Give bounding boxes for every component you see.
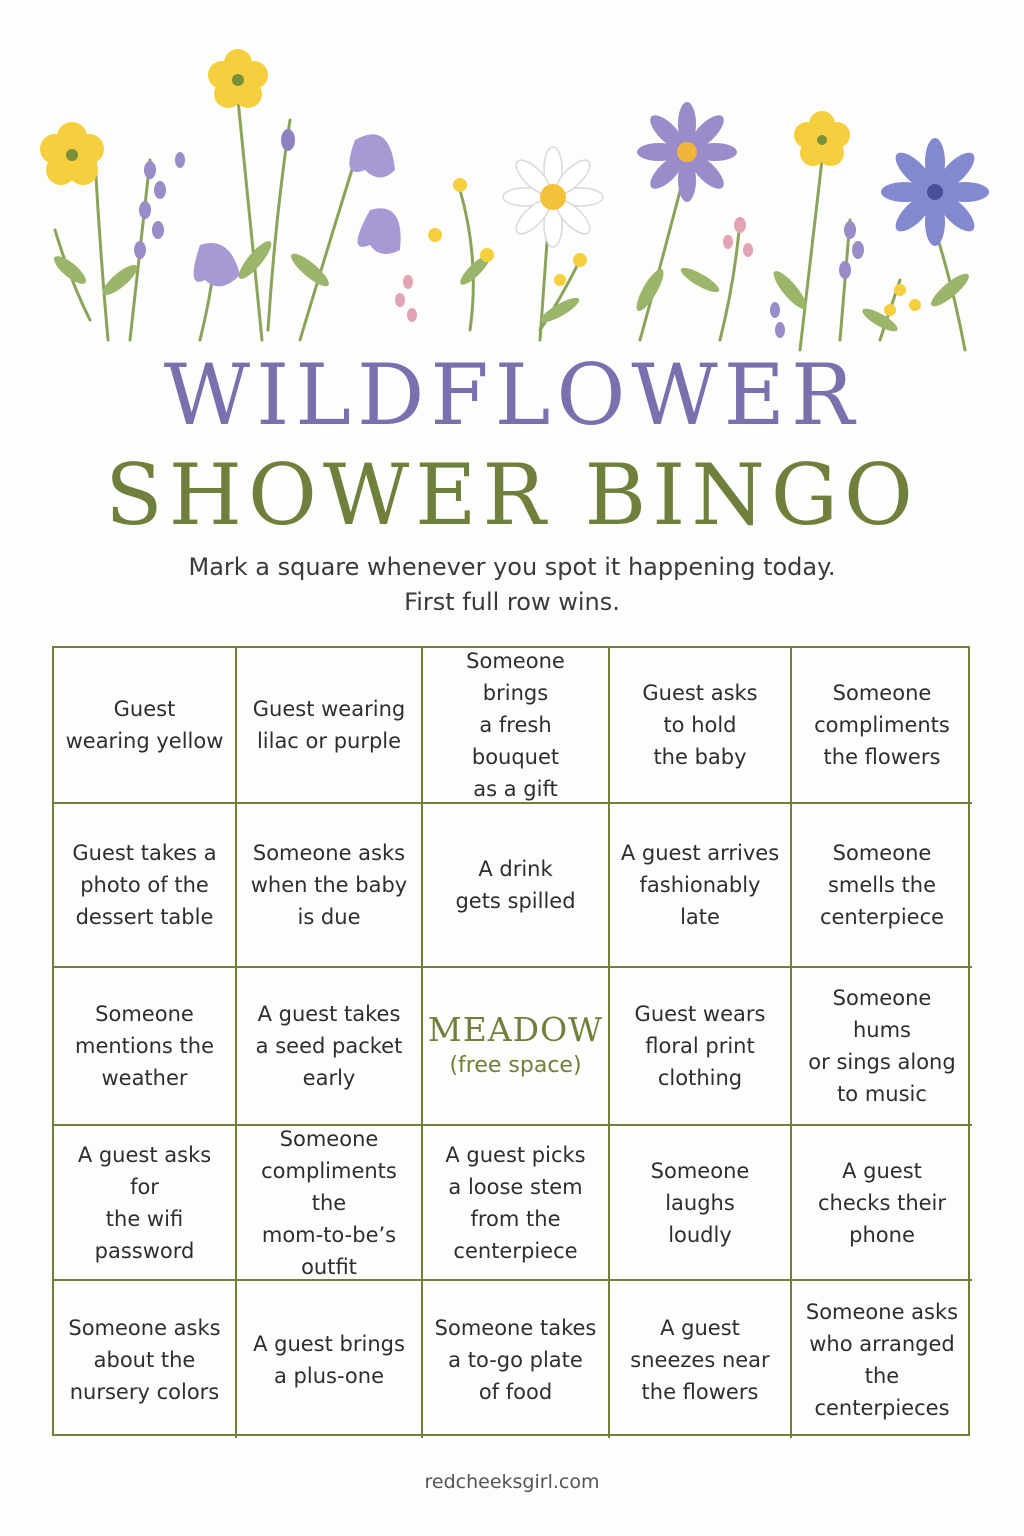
footer-website: redcheeksgirl.com — [424, 1471, 600, 1493]
free-space-content — [428, 1010, 603, 1082]
lavender-sprig-icon — [134, 152, 864, 338]
bingo-cell[interactable]: Someone takes a to-go plate of food — [423, 1281, 610, 1438]
bingo-cell[interactable]: A guest arrives fashionably late — [610, 804, 792, 968]
bingo-cell[interactable]: Someone smells the centerpiece — [792, 804, 972, 968]
purple-aster-icon — [637, 102, 737, 202]
blue-cornflower-icon — [881, 138, 989, 246]
bingo-cell[interactable]: Someone laughs loudly — [610, 1126, 792, 1281]
bingo-cell[interactable]: Someone asks about the nursery colors — [54, 1281, 237, 1438]
bingo-cell[interactable]: Someone brings a fresh bouquet as a gift — [423, 648, 610, 804]
bingo-cell[interactable]: Someone compliments the flowers — [792, 648, 972, 804]
bingo-grid — [52, 646, 970, 1436]
bingo-cell[interactable]: A guest checks their phone — [792, 1126, 972, 1281]
title-line-2: SHOWER BINGO — [105, 446, 919, 544]
bingo-cell[interactable]: Guest wears floral print clothing — [610, 968, 792, 1126]
bingo-cell[interactable]: A guest takes a seed packet early — [237, 968, 423, 1126]
bingo-cell[interactable]: Someone asks when the baby is due — [237, 804, 423, 968]
instructions-line-2: First full row wins. — [404, 588, 620, 616]
bingo-cell[interactable]: Guest wearing yellow — [54, 648, 237, 804]
bingo-cell[interactable]: Someone mentions the weather — [54, 968, 237, 1126]
white-daisy-icon — [503, 147, 603, 247]
bingo-cell[interactable]: A guest picks a loose stem from the centerpiece — [423, 1126, 610, 1281]
bingo-cell[interactable]: Guest asks to hold the baby — [610, 648, 792, 804]
instructions-line-1: Mark a square whenever you spot it happening today. — [188, 553, 836, 581]
bingo-cell[interactable]: A guest sneezes near the flowers — [610, 1281, 792, 1438]
free-space-label: MEADOW — [427, 1010, 604, 1049]
free-space-sublabel: (free space) — [449, 1053, 582, 1078]
wildflower-banner — [0, 20, 1024, 360]
free-space-cell[interactable] — [423, 968, 610, 1126]
bingo-cell[interactable]: Someone hums or sings along to music — [792, 968, 972, 1126]
yellow-buttercup-icon — [40, 49, 921, 316]
bingo-cell[interactable]: A guest asks for the wifi password — [54, 1126, 237, 1281]
bingo-cell[interactable]: Someone compliments the mom-to-be’s outfit — [237, 1126, 423, 1281]
bingo-cell[interactable]: Someone asks who arranged the centerpieces — [805, 1299, 959, 1420]
bingo-cell[interactable]: Guest wearing lilac or purple — [237, 648, 423, 804]
bingo-cell[interactable]: A drink gets spilled — [423, 804, 610, 968]
bingo-cell[interactable]: A guest brings a plus-one — [237, 1281, 423, 1438]
title-line-1: WILDFLOWER — [163, 346, 861, 444]
bingo-cell[interactable]: Guest takes a photo of the dessert table — [54, 804, 237, 968]
